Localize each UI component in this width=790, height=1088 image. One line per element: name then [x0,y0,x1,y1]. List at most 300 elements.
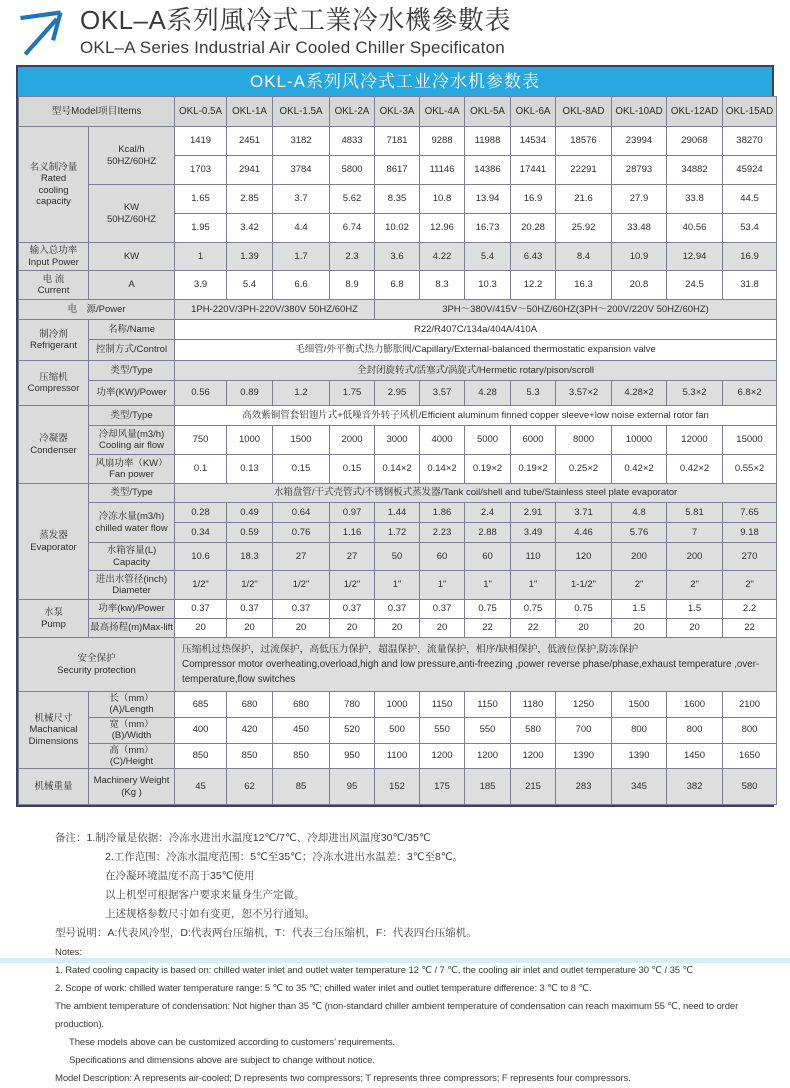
spec-value-cell: 0.37 [227,600,273,619]
spec-value-cell: 20 [420,619,465,638]
spec-value-cell: 7181 [375,127,420,156]
note-line: 型号说明：A:代表风冷型，D:代表两台压缩机，T：代表三台压缩机，F：代表四台压缩机。 [55,927,477,940]
spec-value-cell: 27.9 [612,185,667,214]
spec-value-cell: 450 [273,717,330,743]
spec-value-cell: 22 [723,619,777,638]
spec-value-cell: 800 [723,717,777,743]
spec-value-cell: 800 [612,717,667,743]
category-label: 电 流 Current [19,271,89,300]
spec-value-cell: 1000 [375,692,420,718]
item-label: 冷却风量(m3/h) Cooling air flow [89,426,175,455]
note-line: These models above can be customized according to customers’ requirements. [69,1037,395,1049]
spec-value-cell: 6.43 [511,243,556,271]
spec-value-cell: 550 [465,717,511,743]
spec-value-cell: 6.8 [375,271,420,300]
spec-value-cell: 0.25×2 [556,455,612,484]
spec-value-cell: 1100 [375,743,420,769]
spec-value-cell: 685 [175,692,227,718]
spec-value-cell: 0.28 [175,503,227,523]
spec-value-cell: 1.5 [612,600,667,619]
spec-value-cell: 22 [465,619,511,638]
spec-value-cell: 21.6 [556,185,612,214]
spec-value-cell: 2.88 [465,523,511,543]
spec-value-cell: 1.65 [175,185,227,214]
spec-value-cell: 2.91 [511,503,556,523]
spec-value-cell: 1150 [420,692,465,718]
spec-value-cell: 44.5 [723,185,777,214]
spec-value-cell: 4.28×2 [612,381,667,406]
table-row [19,127,777,156]
spec-value-cell: 53.4 [723,214,777,243]
spec-value-cell: 3.57×2 [556,381,612,406]
spec-value-cell: 14534 [511,127,556,156]
spec-value-cell: 24.5 [667,271,723,300]
spec-value-cell: 2" [723,571,777,600]
table-row [19,271,777,300]
item-label: Machinery Weight (Kg ) [89,769,175,805]
note-line: The ambient temperature of condensation: Not higher than 35 ℃ (non-standard chiller ambient temperature of condensation can reach maximum 55 ℃, need to order production). [55,1001,739,1031]
table-row [19,340,777,361]
spec-value-cell: 60 [420,543,465,571]
spec-value-cell: 580 [511,717,556,743]
spec-value-cell: 3.7 [273,185,330,214]
spec-value-cell: 1500 [273,426,330,455]
spec-value-cell: 680 [273,692,330,718]
spec-value-cell: 1-1/2" [556,571,612,600]
spec-value-cell: 0.97 [330,503,375,523]
spec-value-cell: 8.4 [556,243,612,271]
spec-value-cell: 8.35 [375,185,420,214]
category-label: 安全保护 Security protection [19,638,175,692]
model-header-cell: OKL-1A [227,97,273,127]
spec-value-cell: 9.18 [723,523,777,543]
item-label: 水箱容量(L) Capacity [89,543,175,571]
bottom-strip [0,958,790,963]
spec-value-cell: R22/R407C/134a/404A/410A [175,320,777,340]
item-label: 风扇功率（KW） Fan power [89,455,175,484]
spec-value-cell: 3000 [375,426,420,455]
spec-table [18,96,777,805]
page-title-en: OKL–A Series Industrial Air Cooled Chiller Specificaton [80,37,505,57]
spec-value-cell: 2.85 [227,185,273,214]
spec-value-cell: 1600 [667,692,723,718]
spec-value-cell: 1" [511,571,556,600]
table-row [19,619,777,638]
spec-value-cell: 5000 [465,426,511,455]
spec-value-cell: 4833 [330,127,375,156]
spec-value-cell: 580 [723,769,777,805]
table-row [19,717,777,743]
spec-value-cell: 270 [723,543,777,571]
item-label: 功率(KW)/Power [89,381,175,406]
spec-value-cell: 22291 [556,156,612,185]
table-row [19,743,777,769]
spec-value-cell: 1PH-220V/3PH-220V/380V 50HZ/60HZ [175,300,375,320]
spec-value-cell: 20 [330,619,375,638]
spec-value-cell: 800 [667,717,723,743]
spec-value-cell: 2.2 [723,600,777,619]
spec-value-cell: 0.14×2 [375,455,420,484]
spec-value-cell: 11988 [465,127,511,156]
spec-value-cell: 0.76 [273,523,330,543]
model-header-cell: OKL-10AD [612,97,667,127]
spec-value-cell: 1.2 [273,381,330,406]
spec-value-cell: 5.4 [465,243,511,271]
spec-value-cell: 16.3 [556,271,612,300]
spec-value-cell: 5.81 [667,503,723,523]
spec-value-cell: 34882 [667,156,723,185]
spec-value-cell: 0.89 [227,381,273,406]
spec-value-cell: 85 [273,769,330,805]
spec-value-cell: 45 [175,769,227,805]
spec-value-cell: 1.72 [375,523,420,543]
spec-value-cell: 压缩机过热保护，过流保护，高低压力保护，超温保护，流量保护，相序/缺相保护，低液位保护,防冻保护 Compressor motor overheating,overload,high and low pressure,anti-freezing ,power reverse phase/phase,exhaust temperature ,over- temperature,flow switches [175,638,777,692]
category-label: 制冷剂 Refrigerant [19,320,89,361]
spec-value-cell: 25.92 [556,214,612,243]
spec-value-cell: 200 [612,543,667,571]
spec-value-cell: 1000 [227,426,273,455]
spec-value-cell: 850 [227,743,273,769]
spec-value-cell: 1.44 [375,503,420,523]
spec-value-cell: 3.71 [556,503,612,523]
table-row [19,571,777,600]
spec-value-cell: 8.9 [330,271,375,300]
category-label: 蒸发器 Evaporator [19,484,89,600]
table-row [19,503,777,523]
spec-value-cell: 16.9 [511,185,556,214]
spec-value-cell: 17441 [511,156,556,185]
model-header-cell: OKL-1.5A [273,97,330,127]
notes-zh [55,829,782,943]
spec-value-cell: 4.4 [273,214,330,243]
model-header-cell: OKL-5A [465,97,511,127]
item-label: 进出水管径(inch) Diameter [89,571,175,600]
spec-value-cell: 8.3 [420,271,465,300]
spec-table-frame [16,65,774,807]
spec-value-cell: 38270 [723,127,777,156]
notes-en [55,944,782,1088]
spec-value-cell: 1703 [175,156,227,185]
spec-value-cell: 1.5 [667,600,723,619]
item-label: 长（mm）(A)/Length [89,692,175,718]
spec-value-cell: 1150 [465,692,511,718]
spec-value-cell: 18576 [556,127,612,156]
spec-value-cell: 20.8 [612,271,667,300]
note-line: Notes: [55,947,82,959]
spec-value-cell: 10000 [612,426,667,455]
spec-value-cell: 0.34 [175,523,227,543]
spec-value-cell: 60 [465,543,511,571]
model-header-cell: OKL-4A [420,97,465,127]
spec-value-cell: 780 [330,692,375,718]
spec-value-cell: 4.28 [465,381,511,406]
item-label: 功率(kw)/Power [89,600,175,619]
spec-value-cell: 1200 [465,743,511,769]
spec-value-cell: 382 [667,769,723,805]
spec-value-cell: 6.74 [330,214,375,243]
spec-value-cell: 0.42×2 [612,455,667,484]
corner-model-label: 型号Model [51,105,98,117]
spec-value-cell: 500 [375,717,420,743]
spec-value-cell: 3PH～380V/415V～50HZ/60HZ(3PH～200V/220V 50HZ/60HZ) [375,300,777,320]
spec-value-cell: 7.65 [723,503,777,523]
spec-value-cell: 1/2" [273,571,330,600]
table-row [19,185,777,214]
spec-value-cell: 16.73 [465,214,511,243]
spec-value-cell: 6.6 [273,271,330,300]
spec-value-cell: 0.19×2 [511,455,556,484]
spec-value-cell: 20.28 [511,214,556,243]
category-label: 机械重量 [19,769,89,805]
spec-value-cell: 23994 [612,127,667,156]
spec-value-cell: 400 [175,717,227,743]
spec-value-cell: 1390 [612,743,667,769]
spec-value-cell: 10.9 [612,243,667,271]
table-row [19,320,777,340]
spec-value-cell: 8617 [375,156,420,185]
item-label: 最高扬程(m)Max-lift [89,619,175,638]
spec-value-cell: 31.8 [723,271,777,300]
category-label: 压缩机 Compressor [19,361,89,406]
spec-value-cell: 550 [420,717,465,743]
spec-value-cell: 全封闭旋转式/活塞式/涡旋式/Hermetic rotary/pison/scroll [175,361,777,381]
item-label: 冷冻水量(m3/h) chilled water flow [89,503,175,543]
table-row [19,638,777,692]
spec-value-cell: 175 [420,769,465,805]
spec-value-cell: 4000 [420,426,465,455]
spec-value-cell: 850 [273,743,330,769]
spec-value-cell: 3182 [273,127,330,156]
spec-value-cell: 1/2" [330,571,375,600]
spec-value-cell: 1.86 [420,503,465,523]
spec-value-cell: 1500 [612,692,667,718]
table-row [19,455,777,484]
spec-value-cell: 20 [612,619,667,638]
spec-value-cell: 1450 [667,743,723,769]
spec-value-cell: 5.76 [612,523,667,543]
spec-value-cell: 0.14×2 [420,455,465,484]
spec-value-cell: 0.55×2 [723,455,777,484]
note-line: Model Description: A represents air-cooled; D represents two compressors; T represents three compressors; F represents four compressors. [55,1073,631,1085]
spec-value-cell: 20 [227,619,273,638]
page-header [0,0,790,58]
page-title-zh: OKL–A系列風冷式工業冷水機參數表 [80,5,511,35]
spec-value-cell: 700 [556,717,612,743]
spec-value-cell: 1419 [175,127,227,156]
spec-value-cell: 5800 [330,156,375,185]
table-title: OKL-A系列风冷式工业冷水机参数表 [18,67,772,96]
spec-value-cell: 12.2 [511,271,556,300]
table-row [19,692,777,718]
spec-value-cell: 680 [227,692,273,718]
spec-value-cell: 2451 [227,127,273,156]
spec-value-cell: 1200 [420,743,465,769]
spec-value-cell: 4.8 [612,503,667,523]
spec-value-cell: 3.57 [420,381,465,406]
spec-value-cell: 20 [667,619,723,638]
spec-value-cell: 18.3 [227,543,273,571]
spec-value-cell: 520 [330,717,375,743]
spec-value-cell: 50 [375,543,420,571]
spec-value-cell: 7 [667,523,723,543]
spec-value-cell: 283 [556,769,612,805]
note-line: 2. Scope of work: chilled water temperature range: 5 ℃ to 35 ℃; chilled water inlet and outlet temperature difference: 3 ℃ to 8 ℃. [55,983,592,995]
table-row [19,484,777,503]
spec-value-cell: 3784 [273,156,330,185]
spec-value-cell: 10.3 [465,271,511,300]
spec-value-cell: 6000 [511,426,556,455]
spec-value-cell: 1.75 [330,381,375,406]
note-line: 备注：1.制冷量是依据：冷冻水进出水温度12℃/7℃、冷却进出风温度30℃/35℃ [55,832,431,845]
spec-value-cell: 22 [511,619,556,638]
spec-value-cell: 0.19×2 [465,455,511,484]
spec-value-cell: 62 [227,769,273,805]
spec-value-cell: 3.9 [175,271,227,300]
table-row [19,406,777,426]
category-label: 水泵 Pump [19,600,89,638]
table-row [19,426,777,455]
model-header-cell: OKL-6A [511,97,556,127]
spec-value-cell: 20 [273,619,330,638]
model-items-corner [19,97,175,127]
note-line: 在冷凝环境温度不高于35℃使用 [105,870,255,883]
spec-value-cell: 高效紫铜管套铝翅片式+低噪音外转子风机/Efficient aluminum finned copper sleeve+low noise external rotor fan [175,406,777,426]
spec-value-cell: 5.3×2 [667,381,723,406]
spec-value-cell: 4.46 [556,523,612,543]
spec-value-cell: 0.37 [420,600,465,619]
table-row [19,600,777,619]
spec-value-cell: 1.16 [330,523,375,543]
spec-value-cell: 2" [667,571,723,600]
spec-value-cell: 5.62 [330,185,375,214]
spec-value-cell: 120 [556,543,612,571]
category-label: 名义制冷量 Rated cooling capacity [19,127,89,243]
item-label: Kcal/h 50HZ/60HZ [89,127,175,185]
spec-value-cell: 1/2" [175,571,227,600]
spec-value-cell: 0.37 [375,600,420,619]
category-label: 电 源/Power [19,300,175,320]
spec-value-cell: 0.37 [330,600,375,619]
spec-value-cell: 1180 [511,692,556,718]
spec-value-cell: 4.22 [420,243,465,271]
spec-value-cell: 200 [667,543,723,571]
note-line: Specifications and dimensions above are subject to change without notice. [69,1055,375,1067]
spec-value-cell: 10.6 [175,543,227,571]
spec-value-cell: 0.1 [175,455,227,484]
spec-value-cell: 14386 [465,156,511,185]
item-label: 高（mm）(C)/Height [89,743,175,769]
spec-value-cell: 0.59 [227,523,273,543]
spec-value-cell: 1.7 [273,243,330,271]
spec-value-cell: 3.42 [227,214,273,243]
table-row [19,243,777,271]
spec-value-cell: 45924 [723,156,777,185]
spec-value-cell: 6.8×2 [723,381,777,406]
spec-value-cell: 0.15 [330,455,375,484]
spec-value-cell: 20 [375,619,420,638]
spec-value-cell: 1 [175,243,227,271]
spec-value-cell: 0.37 [175,600,227,619]
spec-value-cell: 2.23 [420,523,465,543]
spec-value-cell: 5.4 [227,271,273,300]
title-block [80,6,511,58]
item-label: 控制方式/Control [89,340,175,361]
model-header-cell: OKL-15AD [723,97,777,127]
model-header-cell: OKL-12AD [667,97,723,127]
category-label: 冷凝器 Condenser [19,406,89,484]
spec-value-cell: 1.39 [227,243,273,271]
spec-value-cell: 1" [375,571,420,600]
table-row [19,300,777,320]
spec-value-cell: 850 [175,743,227,769]
spec-value-cell: 水箱盘管/干式壳管式/不锈钢板式蒸发器/Tank coil/shell and tube/Stainless steel plate evaporator [175,484,777,503]
table-row [19,769,777,805]
model-header-cell: OKL-0.5A [175,97,227,127]
spec-value-cell: 0.64 [273,503,330,523]
spec-value-cell: 2.4 [465,503,511,523]
spec-value-cell: 3.49 [511,523,556,543]
model-header-cell: OKL-2A [330,97,375,127]
spec-value-cell: 20 [175,619,227,638]
note-line: 以上机型可根据客户要求来量身生产定做。 [105,889,305,902]
spec-value-cell: 0.49 [227,503,273,523]
spec-value-cell: 750 [175,426,227,455]
spec-value-cell: 1390 [556,743,612,769]
table-row [19,97,777,127]
item-label: KW [89,243,175,271]
spec-value-cell: 0.56 [175,381,227,406]
note-line: 1. Rated cooling capacity is based on: chilled water inlet and outlet water temperature 12 ℃ / 7 ℃, the cooling air inlet and outlet temperature 30 ℃ / 35 ℃ [55,965,694,977]
spec-value-cell: 9288 [420,127,465,156]
spec-value-cell: 1200 [511,743,556,769]
spec-value-cell: 0.37 [273,600,330,619]
category-label: 机械尺寸 Machanical Dimensions [19,692,89,769]
spec-value-cell: 1.95 [175,214,227,243]
spec-value-cell: 0.13 [227,455,273,484]
spec-value-cell: 2.95 [375,381,420,406]
spec-value-cell: 27 [273,543,330,571]
spec-value-cell: 毛细管/外平衡式热力膨胀阀/Capillary/External-balanced thermostatic expansion valve [175,340,777,361]
spec-value-cell: 0.75 [556,600,612,619]
item-label: A [89,271,175,300]
spec-value-cell: 12.94 [667,243,723,271]
spec-value-cell: 1250 [556,692,612,718]
spec-value-cell: 20 [556,619,612,638]
spec-value-cell: 0.42×2 [667,455,723,484]
table-row [19,381,777,406]
spec-value-cell: 10.8 [420,185,465,214]
note-line: 2.工作范围：冷冻水温度范围：5℃至35℃；冷冻水进出水温差：3℃至8℃。 [105,851,464,864]
model-header-cell: OKL-3A [375,97,420,127]
spec-value-cell: 12000 [667,426,723,455]
category-label: 输入总功率 Input Power [19,243,89,271]
spec-value-cell: 0.15 [273,455,330,484]
spec-value-cell: 215 [511,769,556,805]
item-label: KW 50HZ/60HZ [89,185,175,243]
spec-value-cell: 5.3 [511,381,556,406]
spec-value-cell: 2000 [330,426,375,455]
spec-value-cell: 15000 [723,426,777,455]
spec-value-cell: 1/2" [227,571,273,600]
item-label: 名称/Name [89,320,175,340]
spec-value-cell: 11146 [420,156,465,185]
spec-value-cell: 3.6 [375,243,420,271]
item-label: 类型/Type [89,406,175,426]
spec-value-cell: 420 [227,717,273,743]
spec-value-cell: 2100 [723,692,777,718]
spec-value-cell: 33.48 [612,214,667,243]
note-line: 上述规格参数尺寸如有变更，恕不另行通知。 [105,908,315,921]
